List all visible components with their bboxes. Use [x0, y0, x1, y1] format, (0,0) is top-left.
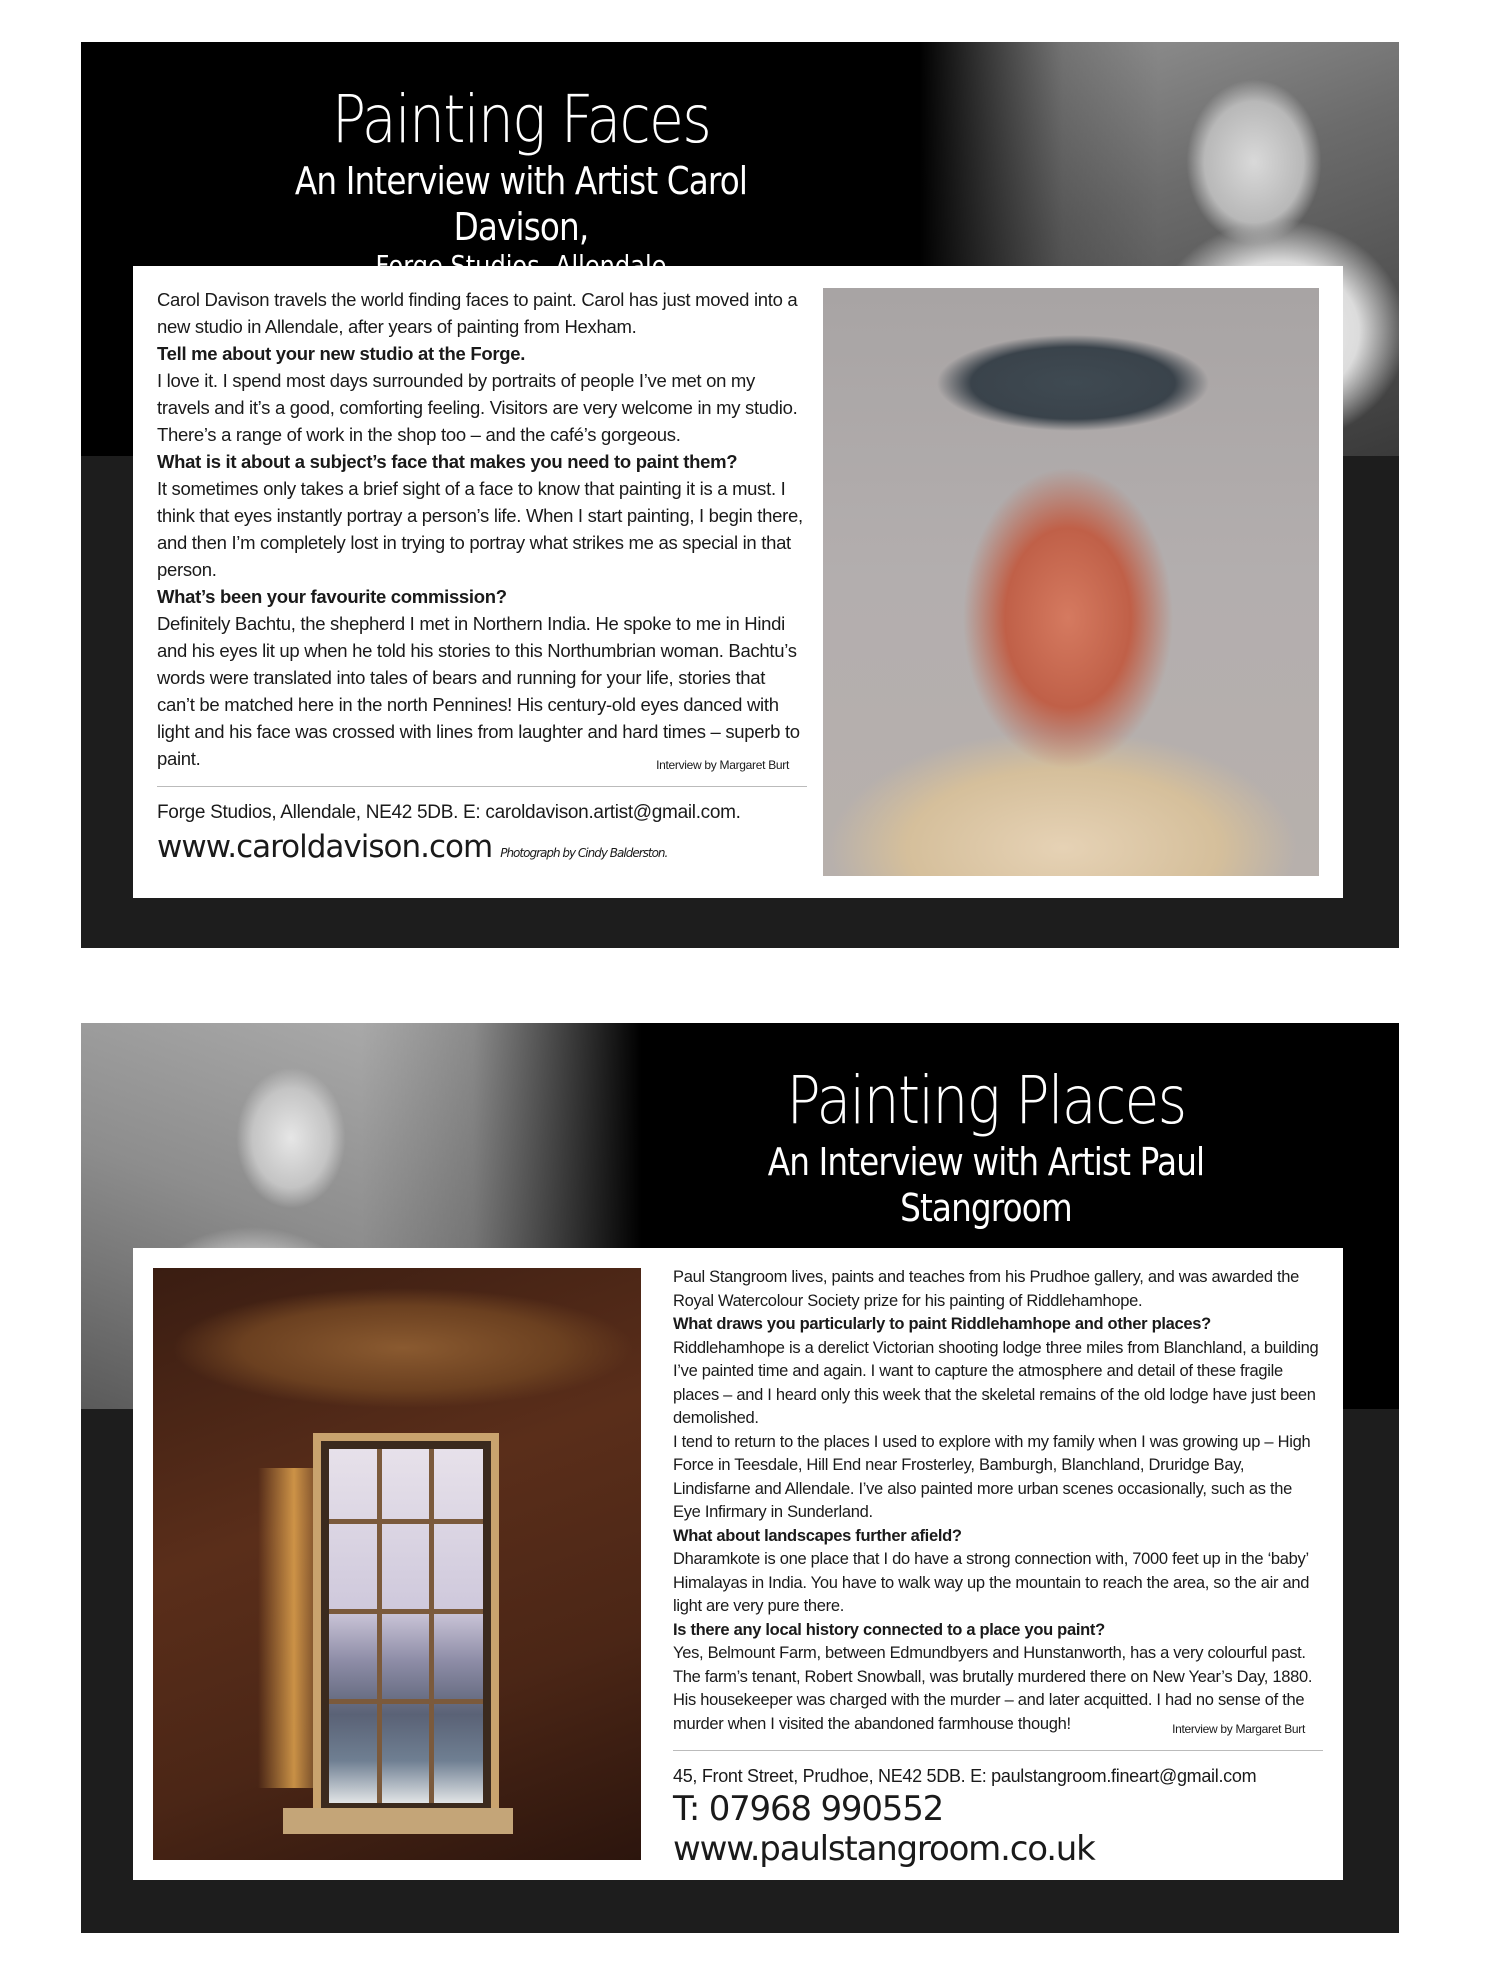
answer-2: It sometimes only takes a brief sight of a face to know that painting it is a must. I think that eyes instantly portray a person’s life. When I start painting, I begin there, and then I’m completely lost in trying to portray what strikes me as special in that person. — [157, 478, 803, 580]
intro-paragraph: Carol Davison travels the world finding faces to paint. Carol has just moved into a new studio in Allendale, after years of painting from Hexham. — [157, 289, 798, 337]
intro-paragraph: Paul Stangroom lives, paints and teaches from his Prudhoe gallery, and was awarded the Royal Watercolour Society prize for his painting of Riddlehamhope. — [673, 1268, 1300, 1310]
question-1: What draws you particularly to paint Riddlehamhope and other places? — [673, 1315, 1211, 1333]
window-mullion — [329, 1699, 483, 1704]
question-2: What is it about a subject’s face that makes you need to paint them? — [157, 451, 738, 472]
photo-credit: Photograph by Cindy Balderston. — [500, 846, 668, 860]
article-subtitle: An Interview with Artist Paul Stangroom — [767, 1140, 1205, 1230]
website-line — [157, 827, 807, 873]
title-block — [181, 82, 861, 282]
answer-3: Yes, Belmount Farm, between Edmundbyers and Hunstanworth, has a very colourful past. The farm’s tenant, Robert Snowball, was brutally murdered there on New Year’s Day, 1880. His housekeeper was charged with the murder – and later acquitted. I had no sense of the murder when I visited the abandoned farmhouse though! — [673, 1644, 1313, 1733]
content-card — [133, 266, 1343, 898]
window-mullion — [329, 1519, 483, 1524]
title-block — [661, 1063, 1311, 1231]
article-painting-places — [81, 1023, 1399, 1933]
window-mullion — [429, 1449, 434, 1803]
question-1: Tell me about your new studio at the Forge. — [157, 343, 526, 364]
article-title: Painting Faces — [331, 81, 711, 158]
divider — [157, 786, 807, 787]
answer-1: Riddlehamhope is a derelict Victorian shooting lodge three miles from Blanchland, a building I’ve painted time and again. I want to capture the atmosphere and detail of these fragile places – and I heard only this week that the skeletal remains of the old lodge have just been demolished. — [673, 1338, 1319, 1427]
interview-credit: Interview by Margaret Burt — [656, 758, 789, 772]
article-painting-faces — [81, 42, 1399, 948]
window-sill — [283, 1808, 513, 1834]
contact-details: Forge Studios, Allendale, NE42 5DB. E: caroldavison.artist@gmail.com. — [157, 802, 741, 823]
content-card — [133, 1248, 1343, 1880]
window-mullion — [377, 1449, 382, 1803]
article-title: Painting Places — [786, 1062, 1186, 1139]
website-link[interactable]: www.caroldavison.com — [157, 829, 493, 865]
interview-text — [673, 1266, 1323, 1869]
interview-credit: Interview by Margaret Burt — [1172, 1722, 1305, 1736]
window-mullion — [329, 1609, 483, 1614]
question-3: Is there any local history connected to a place you paint? — [673, 1620, 1105, 1639]
question-2: What about landscapes further afield? — [673, 1526, 962, 1545]
divider — [673, 1750, 1323, 1751]
article-subtitle: An Interview with Artist Carol Davison, — [294, 159, 748, 249]
interview-text — [157, 286, 807, 873]
phone-website-line[interactable]: T: 07968 990552 www.paulstangroom.co.uk — [673, 1789, 1095, 1869]
window-glass — [329, 1449, 483, 1803]
window-frame — [313, 1433, 499, 1819]
contact-details: 45, Front Street, Prudhoe, NE42 5DB. E: paulstangroom.fineart@gmail.com — [673, 1766, 1257, 1786]
question-3: What’s been your favourite commission? — [157, 586, 507, 607]
portrait-painting-bachtu — [823, 288, 1319, 876]
answer-1: I love it. I spend most days surrounded by portraits of people I’ve met on my travels and it’s a good, comforting feeling. Visitors are very welcome in my studio. There’s a range of work in the shop too – and the café’s gorgeous. — [157, 370, 798, 445]
answer-3: Definitely Bachtu, the shepherd I met in Northern India. He spoke to me in Hindi and his eyes lit up when he told his stories to this Northumbrian woman. Bachtu’s words were translated into tales of bears and running for your life, stories that can’t be matched here in the north Pennines! His century-old eyes danced with light and his face was crossed with lines from laughter and hard times – superb to paint. — [157, 613, 800, 769]
answer-2: Dharamkote is one place that I do have a strong connection with, 7000 feet up in the ‘baby’ Himalayas in India. You have to walk way up the mountain to reach the area, so the air and light are very pure there. — [673, 1550, 1310, 1615]
window-painting — [153, 1268, 641, 1860]
answer-1-continued: I tend to return to the places I used to explore with my family when I was growing up – High Force in Teesdale, Hill End near Frosterley, Bamburgh, Blanchland, Druridge Bay, Lindisfarne and Allendale. I’ve also painted more urban scenes occasionally, such as the Eye Infirmary in Sunderland. — [673, 1432, 1311, 1521]
sunlight-glow — [258, 1468, 318, 1788]
